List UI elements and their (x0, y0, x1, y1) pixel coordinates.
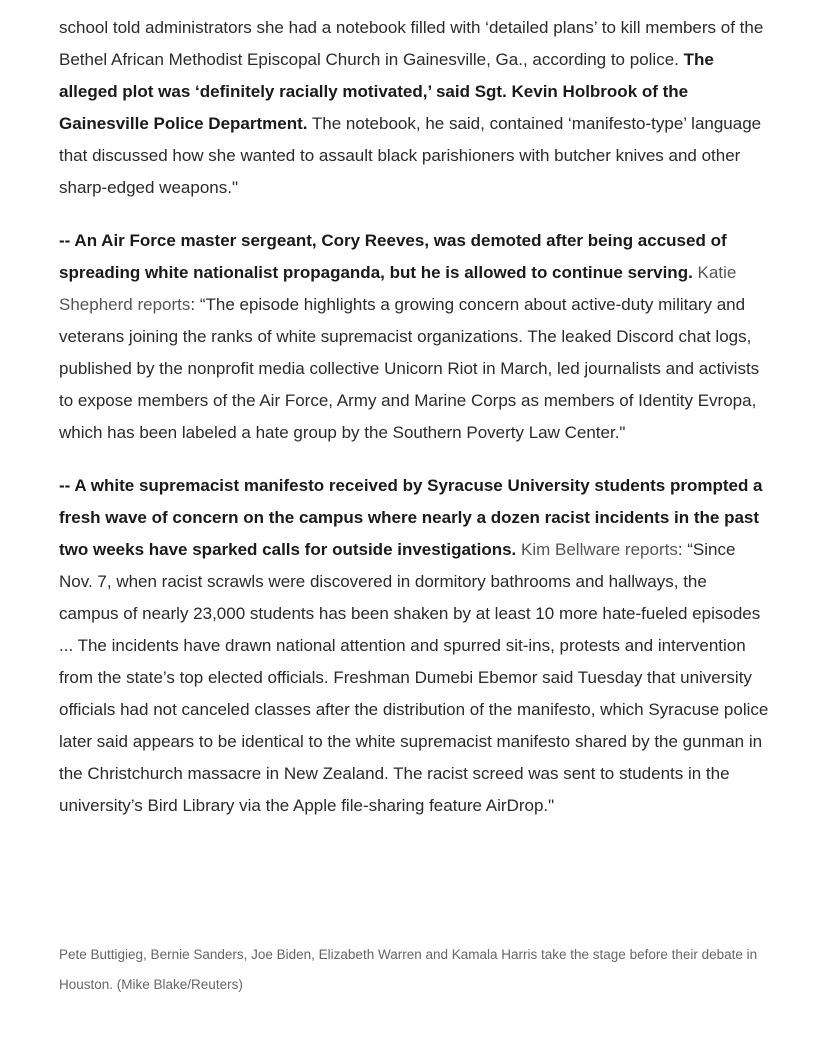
paragraph-text: : “The episode highlights a growing concern about active-duty military and veterans joining the ranks of white supremacist organizations. The leaked Discord chat logs, published by the nonprofit media collective Unicorn Riot in March, led journalists and activists to expose members of the Air Force, Army and Marine Corps as members of Identity Evropa, which has been labeled a hate group by the Southern Poverty Law Center." (59, 295, 760, 442)
paragraph-text: The notebook, he said, contained ‘manifesto-type’ language that discussed how she wanted to assault black parishioners with butcher knives and other sharp-edged weapons." (59, 114, 762, 197)
article-body (59, 12, 771, 822)
paragraph-text: : “Since Nov. 7, when racist scrawls were discovered in dormitory bathrooms and hallways, the campus of nearly 23,000 students has been shaken by at least 10 more hate-fueled episodes ... The incidents have drawn national attention and spurred sit-ins, protests and intervention from the state’s top elected officials. Freshman Dumebi Ebemor said Tuesday that university officials had not canceled classes after the distribution of the manifesto, which Syracuse police later said appears to be identical to the white supremacist manifesto shared by the gunman in the Christchurch massacre in New Zealand. The racist screed was sent to students in the university’s Bird Library via the Apple file-sharing feature AirDrop." (59, 540, 769, 815)
paragraph-syracuse (59, 470, 771, 822)
reporter-link-kim-bellware[interactable]: Kim Bellware reports (521, 540, 678, 559)
paragraph-bold-lead: -- A white supremacist manifesto received by Syracuse University students prompted a fresh wave of concern on the campus where nearly a dozen racist incidents in the past two weeks have sparked calls for outside investigations. (59, 476, 763, 559)
paragraph-bold-lead: -- An Air Force master sergeant, Cory Reeves, was demoted after being accused of spreading white nationalist propaganda, but he is allowed to continue serving. (59, 231, 727, 282)
paragraph-text: school told administrators she had a notebook filled with ‘detailed plans’ to kill members of the Bethel African Methodist Episcopal Church in Gainesville, Ga., according to police. (59, 18, 764, 69)
paragraph-bold-lead: The alleged plot was ‘definitely racially motivated,’ said Sgt. Kevin Holbrook of the Gainesville Police Department. (59, 50, 714, 133)
paragraph-air-force (59, 225, 771, 449)
paragraph-notebook-plot (59, 12, 771, 204)
reporter-link-katie-shepherd[interactable]: Katie Shepherd reports (59, 263, 737, 314)
photo-caption: Pete Buttigieg, Bernie Sanders, Joe Biden, Elizabeth Warren and Kamala Harris take the stage before their debate in Houston. (Mike Blake/Reuters) (59, 947, 758, 992)
